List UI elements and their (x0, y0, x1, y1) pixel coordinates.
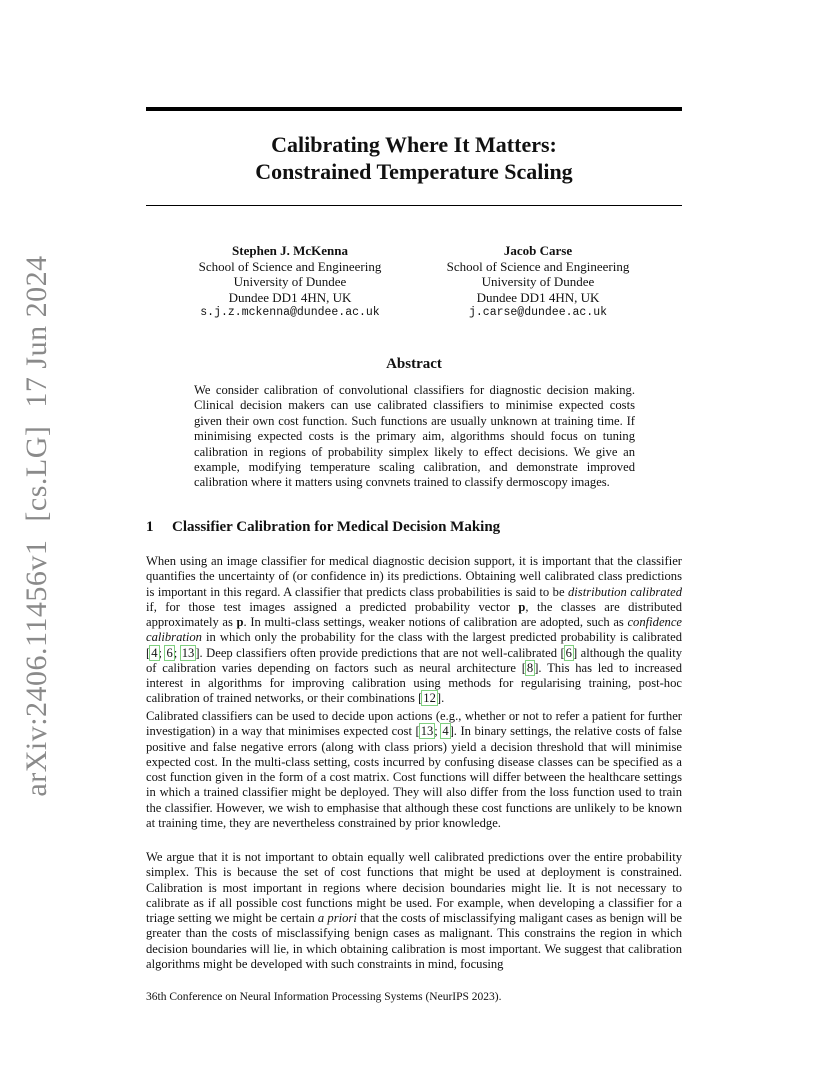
text-run: . In multi-class settings, weaker notions of calibration are adopted, such as (243, 615, 628, 629)
citation-link[interactable]: 8 (526, 660, 534, 675)
paragraph-3 (146, 850, 682, 972)
text-run: ; (158, 645, 166, 660)
author-university: University of Dundee (233, 274, 347, 289)
citation-link[interactable]: 4 (442, 724, 449, 739)
text-run: , the classes are distributed approximately as (146, 599, 683, 629)
title-top-rule (146, 107, 682, 111)
paragraph-2 (146, 709, 682, 831)
citation-link[interactable]: 13 (420, 724, 434, 739)
emphasis: distribution calibrated (568, 584, 682, 599)
abstract-heading: Abstract (386, 356, 442, 372)
text-run: ; (173, 645, 181, 660)
author-affiliation: School of Science and Engineering (446, 258, 630, 274)
paper-title (146, 131, 682, 185)
emphasis: confidence calibration (146, 615, 683, 645)
section-title: Classifier Calibration for Medical Decision Making (172, 519, 501, 535)
paragraph-1 (146, 554, 682, 707)
title-line-2: Constrained Temperature Scaling (255, 159, 573, 184)
author-email[interactable]: s.j.z.mckenna@dundee.ac.uk (200, 306, 380, 319)
text-run: if, for those test images assigned a predicted probability vector (146, 599, 519, 614)
text-run: ] although the quality of calibration varies depending on factors such as neural architecture [ (146, 645, 682, 675)
section-heading (146, 519, 500, 536)
author-name: Jacob Carse (503, 243, 573, 258)
emphasis: a priori (317, 911, 357, 925)
author-university: University of Dundee (481, 274, 595, 289)
arxiv-category: [cs.LG] (20, 425, 53, 522)
vector-symbol: p (236, 615, 244, 629)
text-run: ; (434, 724, 442, 739)
text-run: ]. This has led to increased interest in algorithms for improving calibration using methods for regularising training, post-hoc calibration of trained networks, or their combinations [ (146, 660, 683, 706)
author-name: Stephen J. McKenna (232, 243, 348, 258)
arxiv-id: arXiv:2406.11456v1 (20, 539, 53, 797)
author-affiliation: School of Science and Engineering (198, 258, 382, 274)
abstract-text: We consider calibration of convolutional classifiers for diagnostic decision making. Clinical decision makers can use calibrated classifiers to minimise expected costs given their own cost function. Such functions are usually unknown at training time. If minimising expected costs is the primary aim, algorithms should focus on tuning calibration in regions of probability simplex likely to effect decisions. We give an example, modifying temperature scaling calibration, and demonstrate improved calibration where it matters using convnets trained to classify dermoscopy images. (194, 383, 635, 490)
author-block-1 (160, 243, 420, 321)
author-address: Dundee DD1 4HN, UK (228, 289, 352, 305)
text-run: We argue that it is not important to obtain equally well calibrated predictions over the entire probability simplex. This is because the set of cost functions that might be used at deployment is constrained. Calibration is most important in regions where decision boundaries might lie. It is not necessary to calibrate as if all possible cost functions might be used. For example, when developing a classifier for a triage setting we might be certain (146, 850, 682, 925)
text-run: that the costs of misclassifying maligant cases as benign will be greater than the costs of misclassifying benign cases as malignant. This constrains the region in which decision boundaries will lie, in which obtaining calibration is most important. We suggest that calibration algorithms might be developed with such constraints in mind, focusing (146, 911, 683, 971)
text-run: in which only the probability for the class with the largest predicted probability is calibrated [ (146, 630, 682, 660)
citation-link[interactable]: 4 (151, 645, 158, 660)
section-number: 1 (146, 519, 154, 535)
vector-symbol: p (518, 599, 526, 614)
text-run: ]. (436, 691, 445, 706)
citation-link[interactable]: 13 (181, 645, 195, 660)
arxiv-date: 17 Jun 2024 (20, 255, 53, 408)
text-run: ]. Deep classifiers often provide predictions that are not well-calibrated [ (195, 645, 565, 660)
arxiv-stamp (20, 255, 54, 796)
conference-footer: 36th Conference on Neural Information Processing Systems (NeurIPS 2023). (146, 991, 502, 1003)
citation-link[interactable]: 6 (565, 645, 572, 660)
author-block-2 (408, 243, 668, 321)
title-line-1: Calibrating Where It Matters: (271, 132, 557, 157)
citation-link[interactable]: 6 (166, 645, 173, 660)
citation-link[interactable]: 12 (423, 691, 436, 706)
author-email[interactable]: j.carse@dundee.ac.uk (468, 306, 608, 319)
text-run: Calibrated classifiers can be used to decide upon actions (e.g., whether or not to refer a patient for further investigation) in a way that minimises expected cost [ (146, 709, 682, 739)
text-run: When using an image classifier for medical diagnostic decision support, it is important that the classifier quantifies the uncertainty of (or confidence in) its predictions. Obtaining well calibrated class predictions is important in this regard. A classifier that predicts class probabilities is said to be (146, 554, 682, 599)
author-address: Dundee DD1 4HN, UK (476, 289, 600, 305)
text-run: ]. In binary settings, the relative costs of false positive and false negative errors (along with class priors) yield a decision threshold that will minimise expected cost. In the multi-class setting, costs incurred by confusing disease classes can be specified as a cost function given in the form of a cost matrix. Cost functions will differ between the healthcare settings in which a trained classifier might be deployed. They will also differ from the loss function used to train the classifier. However, we wish to emphasise that although these cost functions are unlikely to be known at training time, they are nevertheless constrained by prior knowledge. (146, 724, 683, 830)
title-bottom-rule (146, 205, 682, 206)
